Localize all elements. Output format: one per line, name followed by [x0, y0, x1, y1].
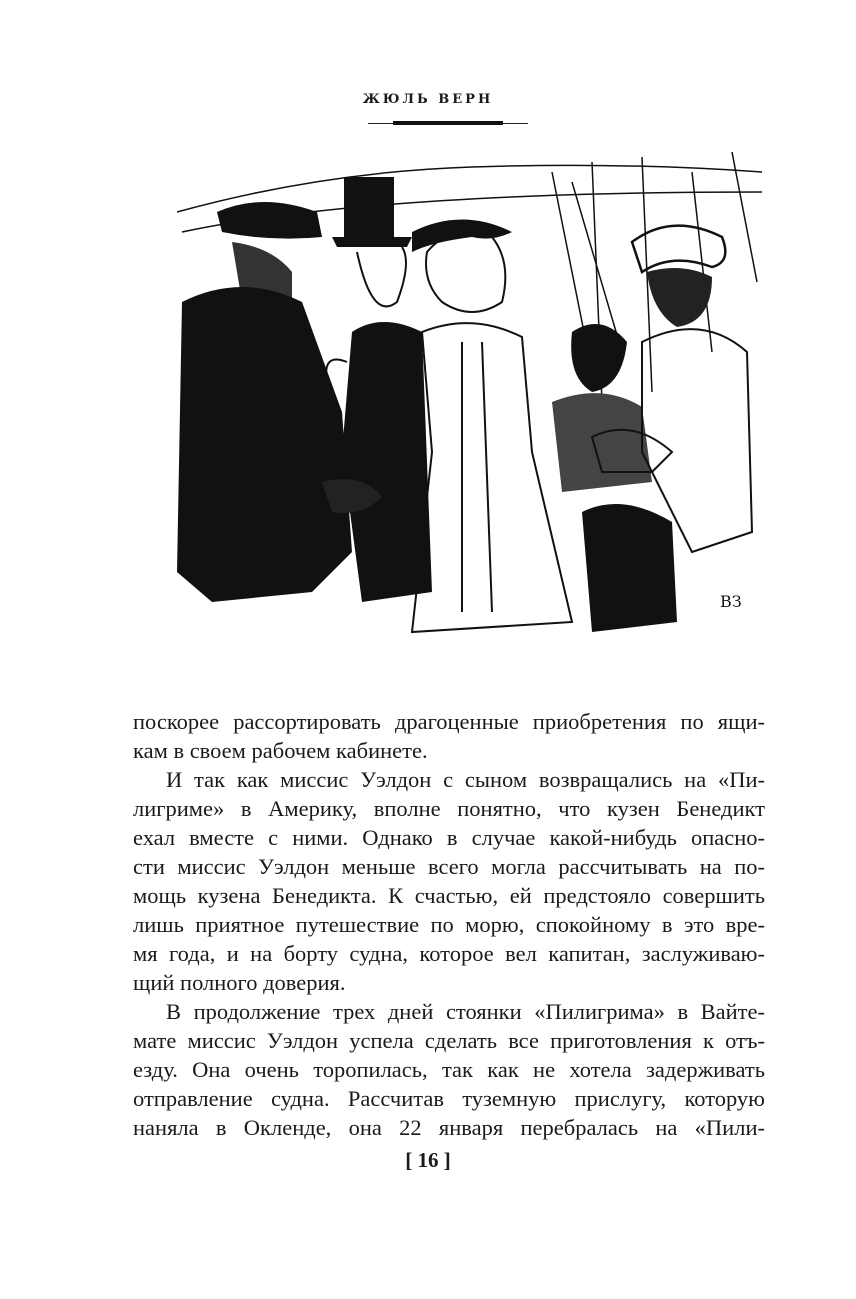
text-line: поскорее рассортировать драгоценные приобретения по ящи-: [133, 709, 765, 734]
running-title: ЖЮЛЬ ВЕРН: [362, 92, 494, 107]
text-line: мощь кузена Бенедикта. К счастью, ей предстояло совершить: [133, 883, 765, 908]
body-text: [133, 707, 765, 1142]
text-line: мате миссис Уэлдон успела сделать все приготовления к отъ-: [133, 1028, 765, 1053]
text-line: мя года, и на борту судна, которое вел капитан, заслуживаю-: [133, 941, 765, 966]
text-line: ехал вместе с ними. Однако в случае какой-нибудь опасно-: [133, 825, 765, 850]
text-line: кам в своем рабочем кабинете.: [133, 738, 428, 763]
text-line: отправление судна. Рассчитав туземную прислугу, которую: [133, 1086, 765, 1111]
text-line: И так как миссис Уэлдон с сыном возвращались на «Пи-: [166, 767, 765, 792]
text-line: лигриме» в Америку, вполне понятно, что кузен Бенедикт: [133, 796, 765, 821]
illustration-ship-deck-scene: [172, 152, 764, 682]
text-line: щий полного доверия.: [133, 970, 346, 995]
header-rule-accent: [393, 121, 503, 125]
text-line: наняла в Окленде, она 22 января перебралась на «Пили-: [133, 1115, 765, 1140]
artist-signature: ВЗ: [720, 592, 742, 611]
text-line: сти миссис Уэлдон меньше всего могла рассчитывать на по-: [133, 854, 765, 879]
text-line: езду. Она очень торопилась, так как не хотела задерживать: [133, 1057, 765, 1082]
text-line: лишь приятное путешествие по морю, спокойному в это вре-: [133, 912, 765, 937]
page-number: [ 16 ]: [405, 1148, 451, 1172]
text-line: В продолжение трех дней стоянки «Пилигрима» в Вайте-: [166, 999, 765, 1024]
